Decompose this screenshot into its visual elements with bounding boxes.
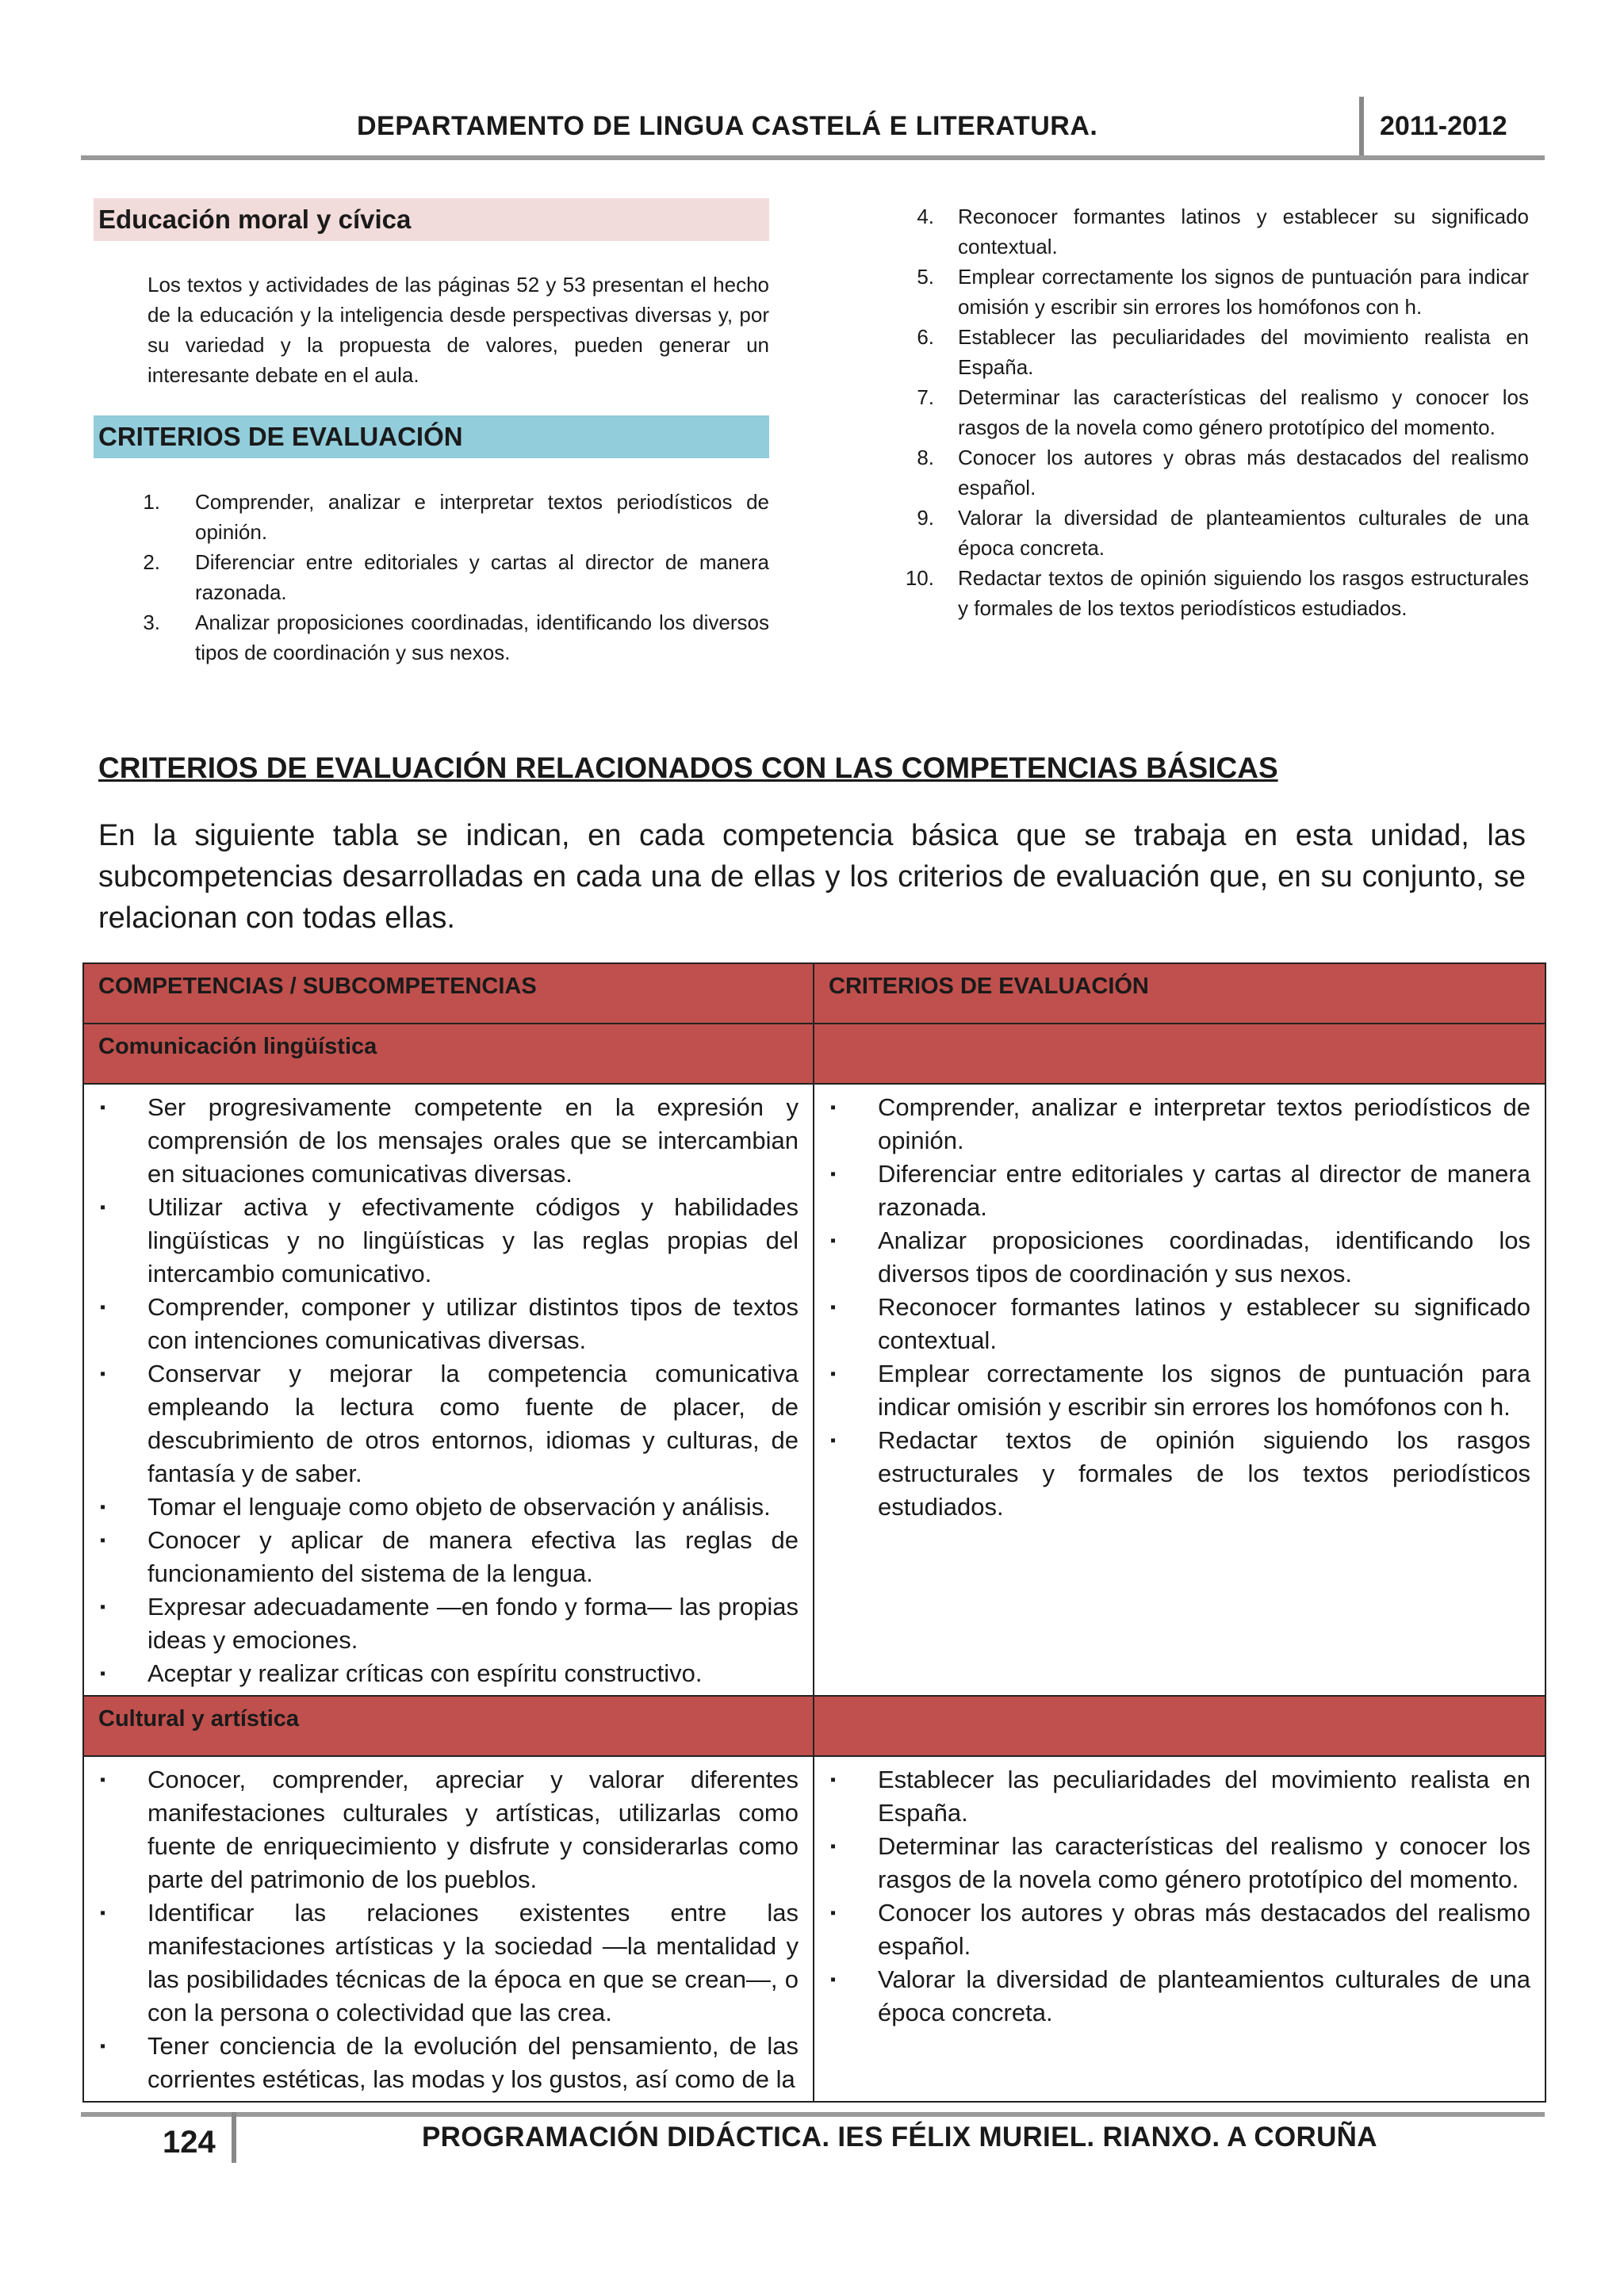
list-item [904, 262, 1529, 322]
item-text: Conocer y aplicar de manera efectiva las reglas de funcionamiento del sistema de la lengua. [147, 1526, 799, 1587]
item-text: Analizar proposiciones coordinadas, identificando los diversos tipos de coordinación y sus nexos. [878, 1226, 1530, 1288]
item-text: Reconocer formantes latinos y establecer su significado contextual. [958, 205, 1529, 258]
list-item [829, 1224, 1530, 1291]
group-title-empty-cell [814, 1696, 1545, 1756]
document-year: 2011-2012 [1380, 111, 1507, 141]
item-text: Expresar adecuadamente —en fondo y forma— las propias ideas y emociones. [147, 1593, 799, 1654]
item-number: 3. [143, 610, 160, 634]
list-item [98, 1763, 799, 1896]
group-header-row [83, 1024, 1545, 1084]
item-text: Redactar textos de opinión siguiendo los rasgos estructurales y formales de los textos periodísticos estudiados. [958, 566, 1529, 620]
footer-rule [81, 2112, 1545, 2117]
list-item [904, 563, 1529, 623]
list-item [829, 1357, 1530, 1424]
item-text: Conservar y mejorar la competencia comunicativa empleando la lectura como fuente de placer, de descubrimiento de otros entornos, idiomas y culturas, de fantasía y de saber. [147, 1360, 799, 1487]
list-item [904, 382, 1529, 442]
item-text: Conocer, comprender, apreciar y valorar diferentes manifestaciones culturales y artísticas, utilizarlas como fuente de enriquecimiento y disfrute y considerarlas como parte del patrimonio de los pueblos. [147, 1766, 799, 1893]
group-header-row [83, 1696, 1545, 1756]
item-text: Emplear correctamente los signos de puntuación para indicar omisión y escribir sin errores los homófonos con h. [878, 1360, 1530, 1421]
list-item [829, 1763, 1530, 1830]
list-item [829, 1963, 1530, 2030]
item-text: Comprender, analizar e interpretar textos periodísticos de opinión. [878, 1093, 1530, 1154]
list-item [98, 1091, 799, 1191]
bullet-icon: ▪ [830, 1771, 837, 1789]
column-header-criterios: CRITERIOS DE EVALUACIÓN [814, 963, 1545, 1024]
list-item [98, 1896, 799, 2030]
competencias-intro: En la siguiente tabla se indican, en cada competencia básica que se trabaja en esta unidad, las subcompetencias desarrolladas en cada una de ellas y los criterios de evaluación que, en su conjunto, se relacionan con todas ellas. [98, 819, 1526, 935]
bullet-icon: ▪ [100, 1532, 106, 1549]
list-item [829, 1158, 1530, 1224]
list-item [98, 1357, 799, 1490]
bullet-icon: ▪ [100, 1598, 106, 1616]
criterios-cell [814, 1756, 1545, 2102]
item-text: Analizar proposiciones coordinadas, identificando los diversos tipos de coordinación y sus nexos. [195, 610, 769, 664]
item-text: Redactar textos de opinión siguiendo los rasgos estructurales y formales de los textos periodísticos estudiados. [878, 1426, 1530, 1521]
bullet-icon: ▪ [830, 1099, 837, 1116]
item-number: 2. [143, 550, 160, 574]
bullet-icon: ▪ [100, 1199, 106, 1216]
left-column [94, 198, 769, 668]
list-item [98, 1191, 799, 1291]
item-number: 7. [917, 385, 934, 409]
moral-section-title: Educación moral y cívica [94, 198, 769, 241]
group-title-cultural: Cultural y artística [83, 1696, 814, 1756]
item-text: Utilizar activa y efectivamente códigos y habilidades lingüísticas y no lingüísticas y las reglas propias del intercambio comunicativo. [147, 1193, 799, 1288]
item-text: Conocer los autores y obras más destacados del realismo español. [958, 446, 1529, 499]
item-text: Reconocer formantes latinos y establecer su significado contextual. [878, 1293, 1530, 1354]
item-text: Diferenciar entre editoriales y cartas al director de manera razonada. [195, 550, 769, 604]
criterios-list [829, 1091, 1530, 1524]
list-item [904, 201, 1529, 262]
criteria-section-title: CRITERIOS DE EVALUACIÓN [94, 415, 769, 458]
bullet-icon: ▪ [830, 1432, 837, 1449]
list-item [98, 2030, 799, 2096]
criteria-list-right [904, 201, 1529, 623]
column-header-competencias: COMPETENCIAS / SUBCOMPETENCIAS [83, 963, 814, 1024]
list-item [98, 1657, 799, 1690]
bullet-icon: ▪ [830, 1365, 837, 1383]
item-text: Comprender, analizar e interpretar textos periodísticos de opinión. [195, 490, 769, 544]
list-item [98, 1291, 799, 1357]
item-number: 1. [143, 490, 160, 514]
header-rule [81, 155, 1545, 160]
item-number: 9. [917, 506, 934, 530]
item-text: Emplear correctamente los signos de puntuación para indicar omisión y escribir sin errores los homófonos con h. [958, 265, 1529, 319]
list-item [94, 547, 769, 607]
footer-divider [232, 2112, 236, 2163]
right-column [904, 201, 1529, 623]
subcompetencias-cell [83, 1084, 814, 1696]
item-text: Establecer las peculiaridades del movimiento realista en España. [878, 1766, 1530, 1827]
item-text: Tomar el lenguaje como objeto de observación y análisis. [147, 1493, 771, 1521]
bullet-icon: ▪ [830, 1904, 837, 1922]
list-item [829, 1830, 1530, 1896]
item-text: Aceptar y realizar críticas con espíritu constructivo. [147, 1659, 703, 1687]
bullet-icon: ▪ [830, 1971, 837, 1988]
bullet-icon: ▪ [100, 1498, 106, 1516]
group-title-comunicacion: Comunicación lingüística [83, 1024, 814, 1084]
bullet-icon: ▪ [100, 1299, 106, 1316]
item-number: 4. [917, 205, 934, 228]
list-item [904, 322, 1529, 382]
document-header-title: DEPARTAMENTO DE LINGUA CASTELÁ E LITERATURA. [357, 111, 1098, 141]
item-number: 5. [917, 265, 934, 289]
list-item [98, 1590, 799, 1657]
item-text: Establecer las peculiaridades del movimiento realista en España. [958, 325, 1529, 379]
group-title-empty-cell [814, 1024, 1545, 1084]
subcompetencias-list [98, 1091, 799, 1690]
bullet-icon: ▪ [100, 1365, 106, 1383]
item-text: Conocer los autores y obras más destacados del realismo español. [878, 1899, 1530, 1960]
competencias-heading: CRITERIOS DE EVALUACIÓN RELACIONADOS CON LAS COMPETENCIAS BÁSICAS [98, 752, 1278, 784]
list-item [98, 1490, 799, 1524]
footer-title: PROGRAMACIÓN DIDÁCTICA. IES FÉLIX MURIEL. RIANXO. A CORUÑA [422, 2122, 1377, 2152]
bullet-icon: ▪ [830, 1299, 837, 1316]
table-row [83, 1084, 1545, 1696]
bullet-icon: ▪ [100, 1665, 106, 1682]
criteria-list-left [94, 487, 769, 668]
list-item [904, 503, 1529, 563]
subcompetencias-cell [83, 1756, 814, 2102]
bullet-icon: ▪ [830, 1232, 837, 1249]
item-text: Identificar las relaciones existentes entre las manifestaciones artísticas y la sociedad —la mentalidad y las posibilidades técnicas de la época en que se crean—, o con la persona o colectividad que las crea. [147, 1899, 799, 2026]
item-text: Ser progresivamente competente en la expresión y comprensión de los mensajes orales que se intercambian en situaciones comunicativas diversas. [147, 1093, 799, 1188]
list-item [829, 1896, 1530, 1963]
item-text: Determinar las características del realismo y conocer los rasgos de la novela como género prototípico del momento. [958, 385, 1529, 439]
list-item [94, 607, 769, 668]
list-item [98, 1524, 799, 1590]
bullet-icon: ▪ [100, 1099, 106, 1116]
criterios-cell [814, 1084, 1545, 1696]
table-header-row [83, 963, 1545, 1024]
criterios-list [829, 1763, 1530, 2030]
bullet-icon: ▪ [100, 1771, 106, 1789]
subcompetencias-list [98, 1763, 799, 2096]
item-text: Valorar la diversidad de planteamientos culturales de una época concreta. [958, 506, 1529, 560]
list-item [904, 442, 1529, 503]
header-divider [1359, 97, 1364, 159]
item-number: 10. [905, 566, 934, 590]
table-row [83, 1756, 1545, 2102]
item-text: Valorar la diversidad de planteamientos culturales de una época concreta. [878, 1965, 1530, 2026]
item-text: Tener conciencia de la evolución del pensamiento, de las corrientes estéticas, las modas y los gustos, así como de la [147, 2032, 799, 2093]
bullet-icon: ▪ [100, 2038, 106, 2055]
list-item [829, 1091, 1530, 1158]
bullet-icon: ▪ [100, 1904, 106, 1922]
list-item [94, 487, 769, 547]
list-item [829, 1291, 1530, 1357]
moral-section-text: Los textos y actividades de las páginas 52 y 53 presentan el hecho de la educación y la inteligencia desde perspectivas diversas y, por su variedad y la propuesta de valores, pueden generar un interesante debate en el aula. [147, 273, 769, 387]
page-number: 124 [163, 2125, 216, 2160]
item-text: Determinar las características del realismo y conocer los rasgos de la novela como género prototípico del momento. [878, 1832, 1530, 1893]
competencias-table [82, 962, 1545, 2103]
item-text: Diferenciar entre editoriales y cartas al director de manera razonada. [878, 1160, 1530, 1221]
item-number: 6. [917, 325, 934, 349]
item-number: 8. [917, 446, 934, 469]
list-item [829, 1424, 1530, 1524]
bullet-icon: ▪ [830, 1165, 837, 1183]
bullet-icon: ▪ [830, 1838, 837, 1855]
item-text: Comprender, componer y utilizar distintos tipos de textos con intenciones comunicativas diversas. [147, 1293, 799, 1354]
